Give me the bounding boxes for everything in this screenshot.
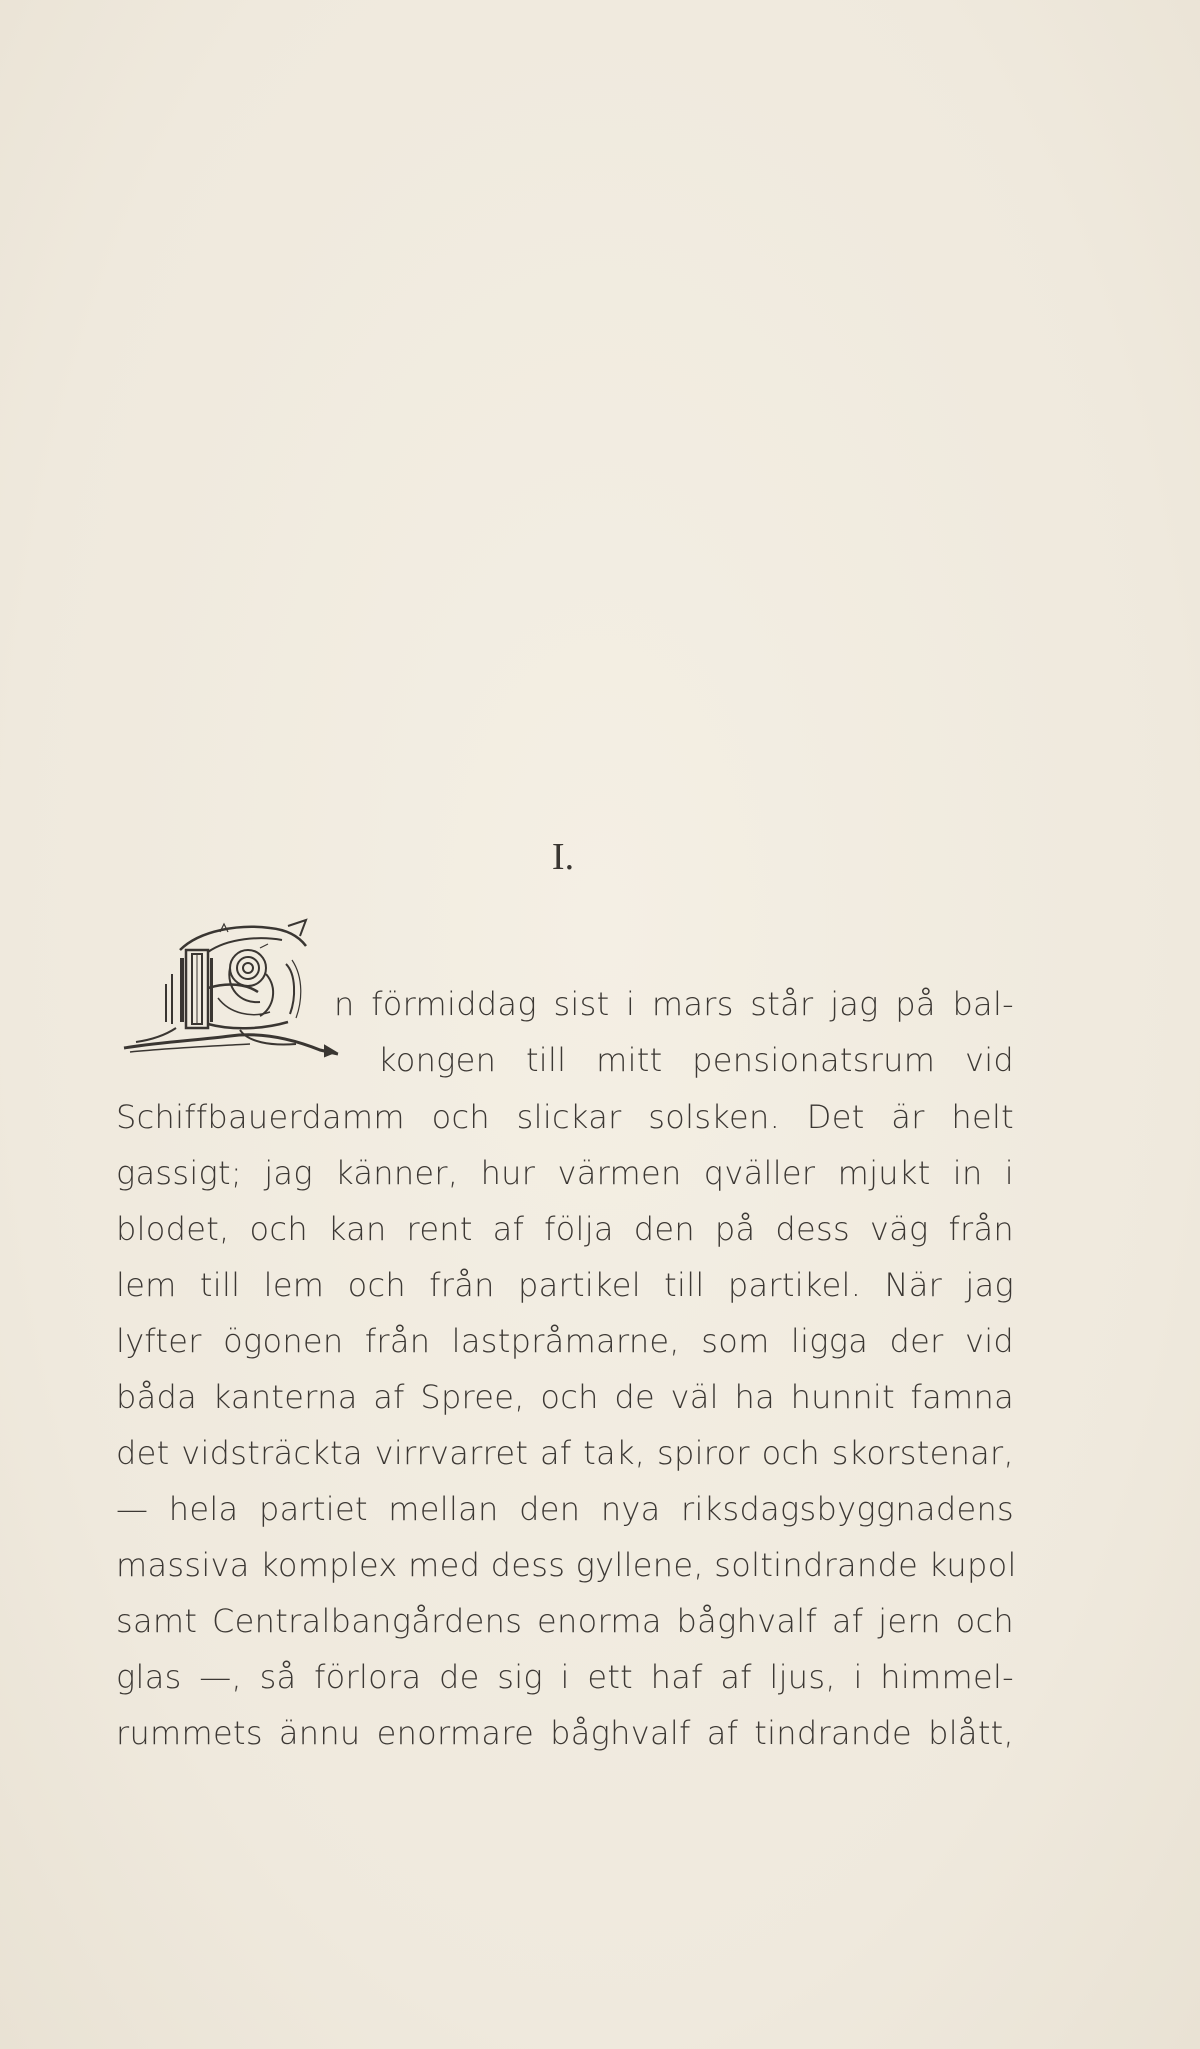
text-line-14: rummets ännu enormare båghvalf af tindrande blått, — [116, 1714, 1014, 1752]
chapter-number: I. — [551, 836, 575, 878]
ornamental-dropcap — [120, 918, 352, 1073]
text-line-3: Schiffbauerdamm och slickar solsken. Det är helt — [116, 1098, 1014, 1136]
text-line-2: kongen till mitt pensionatsrum vid — [378, 1041, 1014, 1079]
text-line-7: lyfter ögonen från lastpråmarne, som ligga der vid — [116, 1322, 1014, 1360]
text-line-12: samt Centralbangårdens enorma båghvalf af jern och — [116, 1602, 1014, 1640]
text-line-6: lem till lem och från partikel till partikel. När jag — [116, 1266, 1014, 1304]
text-line-4: gassigt; jag känner, hur värmen qväller mjukt in i — [116, 1154, 1014, 1192]
text-line-8: båda kanterna af Spree, och de väl ha hunnit famna — [116, 1378, 1014, 1416]
text-line-1: n förmiddag sist i mars står jag på bal- — [334, 985, 1014, 1023]
text-line-5: blodet, och kan rent af följa den på dess väg från — [116, 1210, 1014, 1248]
text-line-13: glas —, så förlora de sig i ett haf af ljus, i himmel- — [116, 1658, 1014, 1696]
text-line-9: det vidsträckta virrvarret af tak, spiror och skorstenar, — [116, 1434, 1014, 1472]
text-line-11: massiva komplex med dess gyllene, soltindrande kupol — [116, 1546, 1017, 1584]
text-line-10: — hela partiet mellan den nya riksdagsbyggnadens — [116, 1490, 1014, 1528]
